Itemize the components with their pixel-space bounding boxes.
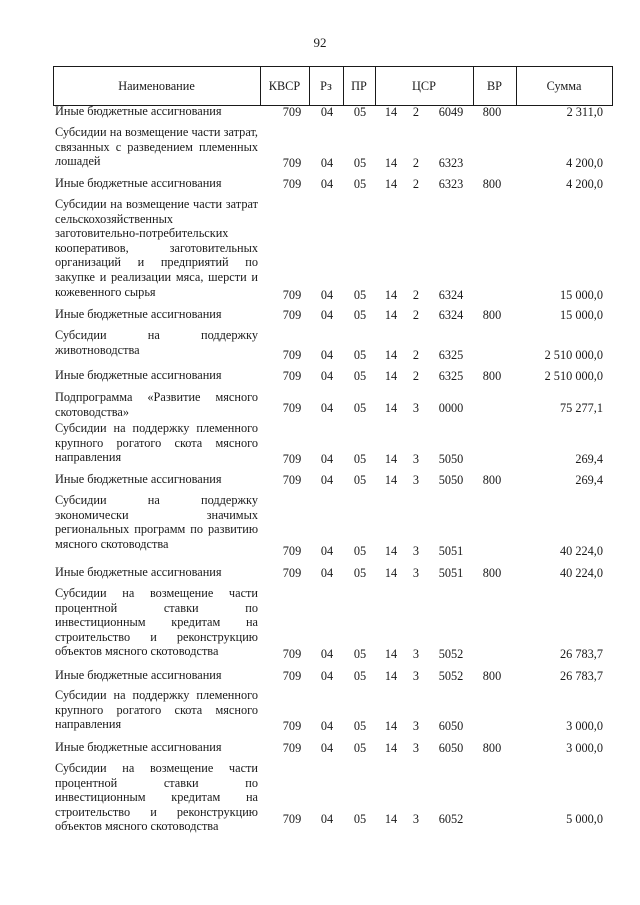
row-csr-subprogram: 3: [412, 452, 420, 467]
row-vr: 800: [482, 473, 502, 488]
row-rz: 04: [320, 544, 334, 559]
row-sum: 4 200,0: [566, 156, 603, 171]
row-sum: 3 000,0: [566, 741, 603, 756]
row-csr-code: 5051: [438, 566, 464, 581]
row-csr-program: 14: [384, 308, 398, 323]
row-csr-program: 14: [384, 647, 398, 662]
row-vr: 800: [482, 369, 502, 384]
row-rz: 04: [320, 812, 334, 827]
header-kvsr: КВСР: [268, 78, 301, 93]
header-csr: ЦСР: [412, 78, 436, 93]
row-pr: 05: [353, 566, 367, 581]
row-pr: 05: [353, 288, 367, 303]
row-name: Иные бюджетные ассигнования: [55, 104, 222, 118]
row-rz: 04: [320, 473, 334, 488]
table-row: [0, 668, 640, 684]
row-csr-subprogram: 3: [412, 812, 420, 827]
row-sum: 3 000,0: [566, 719, 603, 734]
row-pr: 05: [353, 544, 367, 559]
row-name: Иные бюджетные ассигнования: [55, 176, 222, 190]
row-csr-subprogram: 3: [412, 719, 420, 734]
table-row: [0, 307, 640, 323]
table-row: [0, 740, 640, 756]
row-csr-code: 6324: [438, 288, 464, 303]
row-csr-subprogram: 2: [412, 369, 420, 384]
row-kvsr: 709: [282, 812, 302, 827]
row-kvsr: 709: [282, 544, 302, 559]
table-row: [0, 493, 640, 559]
table-row: [0, 104, 640, 120]
row-rz: 04: [320, 741, 334, 756]
row-name: Субсидии на возмещение части процентной ставки по инвестиционным кредитам на строительство и реконструкцию объектов мясного скотоводства: [55, 761, 258, 834]
row-vr: 800: [482, 566, 502, 581]
row-csr-program: 14: [384, 566, 398, 581]
row-rz: 04: [320, 348, 334, 363]
row-rz: 04: [320, 566, 334, 581]
row-kvsr: 709: [282, 308, 302, 323]
row-kvsr: 709: [282, 401, 302, 416]
row-name: Иные бюджетные ассигнования: [55, 368, 222, 382]
row-name: Иные бюджетные ассигнования: [55, 740, 222, 754]
row-rz: 04: [320, 452, 334, 467]
row-kvsr: 709: [282, 452, 302, 467]
row-sum: 2 510 000,0: [544, 369, 603, 384]
row-csr-code: 6050: [438, 719, 464, 734]
row-csr-program: 14: [384, 452, 398, 467]
row-kvsr: 709: [282, 741, 302, 756]
row-rz: 04: [320, 719, 334, 734]
row-rz: 04: [320, 177, 334, 192]
row-name: Субсидии на поддержку экономически значимых региональных программ по развитию мясного скотоводства: [55, 493, 258, 551]
table-row: [0, 125, 640, 171]
row-name: Субсидии на возмещение части затрат, связанных с разведением племенных лошадей: [55, 125, 258, 169]
row-pr: 05: [353, 156, 367, 171]
table-row: [0, 688, 640, 734]
row-csr-program: 14: [384, 177, 398, 192]
row-name: Субсидии на поддержку животноводства: [55, 328, 258, 357]
header-pr: ПР: [351, 78, 367, 93]
row-rz: 04: [320, 308, 334, 323]
row-csr-program: 14: [384, 105, 398, 120]
row-pr: 05: [353, 369, 367, 384]
page-number: 92: [313, 35, 327, 50]
row-csr-subprogram: 3: [412, 401, 420, 416]
row-csr-code: 6049: [438, 105, 464, 120]
row-name: Иные бюджетные ассигнования: [55, 307, 222, 321]
row-pr: 05: [353, 741, 367, 756]
row-kvsr: 709: [282, 647, 302, 662]
row-rz: 04: [320, 669, 334, 684]
row-name: Иные бюджетные ассигнования: [55, 668, 222, 682]
row-csr-program: 14: [384, 156, 398, 171]
row-csr-program: 14: [384, 719, 398, 734]
row-sum: 269,4: [575, 452, 603, 467]
row-csr-program: 14: [384, 473, 398, 488]
row-csr-subprogram: 3: [412, 473, 420, 488]
header-vr: ВР: [486, 78, 503, 93]
row-rz: 04: [320, 647, 334, 662]
table-row: [0, 176, 640, 192]
row-sum: 269,4: [575, 473, 603, 488]
row-vr: 800: [482, 105, 502, 120]
row-kvsr: 709: [282, 669, 302, 684]
row-pr: 05: [353, 177, 367, 192]
row-csr-program: 14: [384, 348, 398, 363]
row-csr-code: 5052: [438, 669, 464, 684]
row-name: Субсидии на поддержку племенного крупного рогатого скота мясного направления: [55, 688, 258, 732]
row-name: Подпрограмма «Развитие мясного скотоводства»: [55, 390, 258, 419]
row-csr-program: 14: [384, 812, 398, 827]
row-sum: 40 224,0: [559, 566, 603, 581]
row-name: Иные бюджетные ассигнования: [55, 565, 222, 579]
row-csr-code: 5050: [438, 473, 464, 488]
row-sum: 26 783,7: [559, 647, 603, 662]
row-name: Субсидии на возмещение части процентной ставки по инвестиционным кредитам на строительство и реконструкцию объектов мясного скотоводства: [55, 586, 258, 659]
row-csr-subprogram: 2: [412, 308, 420, 323]
row-csr-program: 14: [384, 544, 398, 559]
row-csr-subprogram: 3: [412, 566, 420, 581]
row-csr-code: 6323: [438, 156, 464, 171]
row-csr-code: 6050: [438, 741, 464, 756]
row-pr: 05: [353, 105, 367, 120]
row-rz: 04: [320, 288, 334, 303]
row-kvsr: 709: [282, 105, 302, 120]
row-pr: 05: [353, 473, 367, 488]
row-sum: 2 311,0: [566, 105, 603, 120]
row-kvsr: 709: [282, 348, 302, 363]
row-vr: 800: [482, 308, 502, 323]
row-pr: 05: [353, 812, 367, 827]
row-kvsr: 709: [282, 566, 302, 581]
table-row: [0, 761, 640, 834]
row-csr-program: 14: [384, 401, 398, 416]
table-row: [0, 328, 640, 363]
row-csr-subprogram: 3: [412, 669, 420, 684]
table-row: [0, 586, 640, 662]
row-csr-subprogram: 2: [412, 105, 420, 120]
row-sum: 5 000,0: [566, 812, 603, 827]
row-csr-subprogram: 3: [412, 741, 420, 756]
row-sum: 15 000,0: [559, 308, 603, 323]
header-name: Наименование: [118, 78, 195, 93]
row-sum: 26 783,7: [559, 669, 603, 684]
row-sum: 40 224,0: [559, 544, 603, 559]
header-sum: Сумма: [546, 78, 582, 93]
row-csr-subprogram: 3: [412, 544, 420, 559]
row-sum: 75 277,1: [559, 401, 603, 416]
row-kvsr: 709: [282, 473, 302, 488]
table-row: [0, 197, 640, 303]
row-csr-program: 14: [384, 669, 398, 684]
row-csr-code: 5052: [438, 647, 464, 662]
table-row: [0, 368, 640, 384]
row-csr-code: 6323: [438, 177, 464, 192]
row-csr-code: 6052: [438, 812, 464, 827]
row-csr-subprogram: 2: [412, 156, 420, 171]
table-row: [0, 421, 640, 467]
table-row: [0, 390, 640, 419]
row-pr: 05: [353, 401, 367, 416]
row-sum: 4 200,0: [566, 177, 603, 192]
row-pr: 05: [353, 669, 367, 684]
row-sum: 2 510 000,0: [544, 348, 603, 363]
row-name: Иные бюджетные ассигнования: [55, 472, 222, 486]
row-csr-code: 5050: [438, 452, 464, 467]
row-rz: 04: [320, 369, 334, 384]
row-sum: 15 000,0: [559, 288, 603, 303]
row-kvsr: 709: [282, 156, 302, 171]
row-vr: 800: [482, 177, 502, 192]
table-row: [0, 565, 640, 581]
row-pr: 05: [353, 308, 367, 323]
row-csr-program: 14: [384, 741, 398, 756]
row-rz: 04: [320, 156, 334, 171]
row-kvsr: 709: [282, 288, 302, 303]
row-csr-program: 14: [384, 369, 398, 384]
row-csr-code: 6325: [438, 369, 464, 384]
row-csr-code: 6325: [438, 348, 464, 363]
row-rz: 04: [320, 401, 334, 416]
row-csr-program: 14: [384, 288, 398, 303]
row-pr: 05: [353, 647, 367, 662]
row-pr: 05: [353, 348, 367, 363]
row-csr-code: 5051: [438, 544, 464, 559]
row-kvsr: 709: [282, 719, 302, 734]
row-csr-code: 0000: [438, 401, 464, 416]
table-row: [0, 472, 640, 488]
row-csr-subprogram: 2: [412, 177, 420, 192]
row-csr-subprogram: 2: [412, 288, 420, 303]
row-vr: 800: [482, 741, 502, 756]
row-vr: 800: [482, 669, 502, 684]
row-csr-code: 6324: [438, 308, 464, 323]
row-kvsr: 709: [282, 369, 302, 384]
row-rz: 04: [320, 105, 334, 120]
row-name: Субсидии на поддержку племенного крупного рогатого скота мясного направления: [55, 421, 258, 465]
row-csr-subprogram: 2: [412, 348, 420, 363]
row-pr: 05: [353, 719, 367, 734]
header-rz: Рз: [320, 78, 332, 93]
row-csr-subprogram: 3: [412, 647, 420, 662]
row-name: Субсидии на возмещение части затрат сельскохозяйственных заготовительно-потребительских кооперативов, заготовительных организаций и предприятий по закупке и реализации мяса, шерсти и кожевенного сырья: [55, 197, 258, 299]
row-pr: 05: [353, 452, 367, 467]
row-kvsr: 709: [282, 177, 302, 192]
